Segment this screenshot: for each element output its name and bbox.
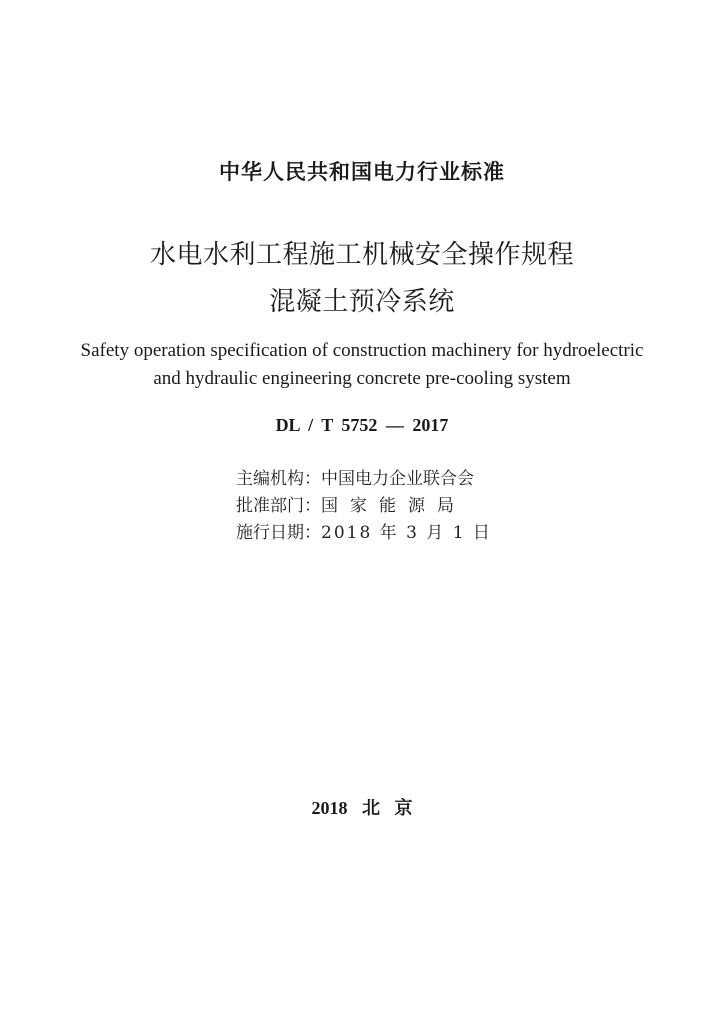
faint-watermark xyxy=(272,740,362,768)
chinese-title-line-1: 水电水利工程施工机械安全操作规程 xyxy=(149,240,574,270)
effective-date-label: 施行日期： xyxy=(236,523,321,543)
editor-value: 中国电力企业联合会 xyxy=(321,469,474,489)
approver-value: 国家能源局 xyxy=(321,496,466,516)
chinese-title-line-2: 混凝土预冷系统 xyxy=(269,287,455,317)
effective-date-value: 2018 年 3 月 1 日 xyxy=(321,523,492,543)
editor-row xyxy=(236,464,474,489)
editor-label: 主编机构： xyxy=(236,469,321,489)
english-title-line-1: Safety operation specification of construction machinery for hydroelectric xyxy=(80,340,644,361)
publication-footer: 2018 北 京 xyxy=(311,798,413,818)
standard-code: DL / T 5752 — 2017 xyxy=(275,415,449,435)
effective-date-row xyxy=(236,518,492,543)
approver-row xyxy=(236,491,466,516)
standard-category: 中华人民共和国电力行业标准 xyxy=(219,160,505,184)
approver-label: 批准部门： xyxy=(236,496,321,516)
english-title-line-2: and hydraulic engineering concrete pre-cooling system xyxy=(153,368,571,389)
